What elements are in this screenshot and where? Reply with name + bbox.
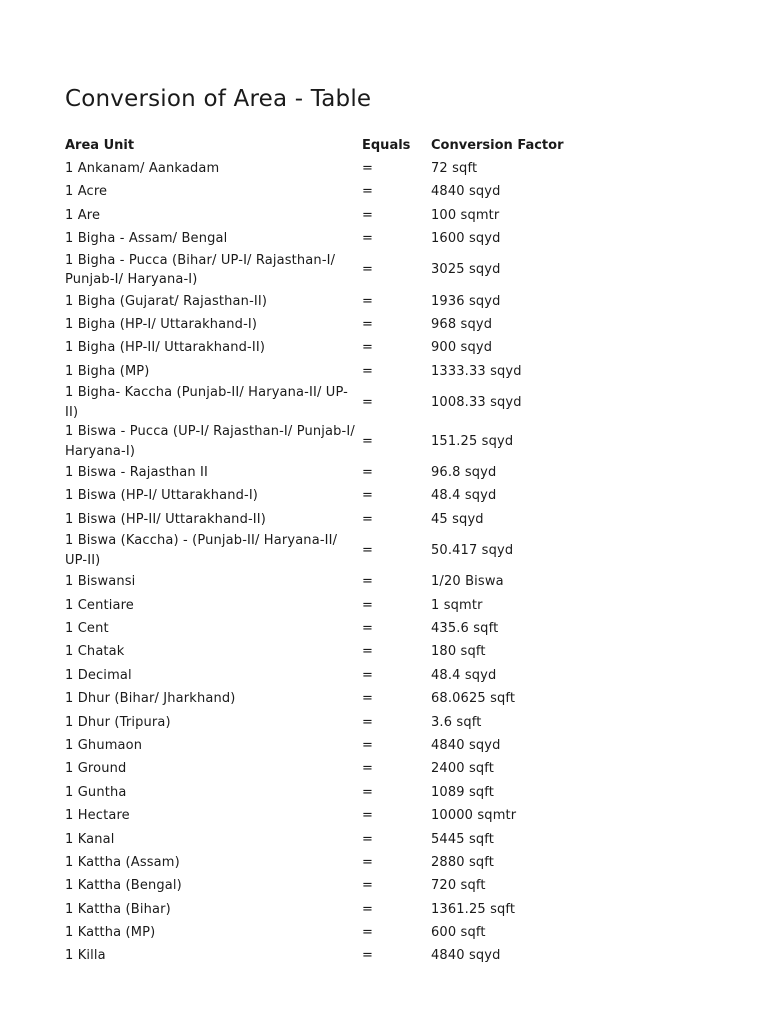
unit-cell: 1 Cent bbox=[65, 621, 109, 637]
unit-cell: 1 Centiare bbox=[65, 597, 134, 613]
unit-cell: 1 Chatak bbox=[65, 644, 125, 660]
table-row bbox=[65, 711, 585, 734]
table-row bbox=[65, 461, 585, 484]
factor-cell: 1 sqmtr bbox=[431, 597, 483, 613]
table-row bbox=[65, 336, 585, 359]
equals-cell: = bbox=[362, 293, 374, 309]
unit-cell: 1 Bigha- Kaccha (Punjab-II/ Haryana-II/ UP-II) bbox=[65, 385, 349, 420]
factor-cell: 968 sqyd bbox=[431, 316, 493, 332]
unit-cell: 1 Hectare bbox=[65, 808, 130, 824]
equals-cell: = bbox=[362, 207, 374, 223]
table-row bbox=[65, 640, 585, 663]
table-row bbox=[65, 383, 585, 422]
factor-cell: 180 sqft bbox=[431, 644, 486, 660]
table-row bbox=[65, 594, 585, 617]
equals-cell: = bbox=[362, 901, 374, 917]
factor-cell: 1008.33 sqyd bbox=[431, 394, 522, 410]
unit-cell: 1 Biswa (HP-II/ Uttarakhand-II) bbox=[65, 511, 267, 527]
unit-cell: 1 Kattha (Bihar) bbox=[65, 901, 171, 917]
column-header-equals: Equals bbox=[362, 137, 411, 153]
table-row bbox=[65, 485, 585, 508]
factor-cell: 720 sqft bbox=[431, 878, 486, 894]
equals-cell: = bbox=[362, 363, 374, 379]
unit-cell: 1 Bigha (MP) bbox=[65, 363, 150, 379]
equals-cell: = bbox=[362, 925, 374, 941]
factor-cell: 600 sqft bbox=[431, 925, 486, 941]
table-row bbox=[65, 874, 585, 897]
equals-cell: = bbox=[362, 231, 374, 247]
table-row bbox=[65, 828, 585, 851]
factor-cell: 4840 sqyd bbox=[431, 184, 501, 200]
factor-cell: 10000 sqmtr bbox=[431, 808, 517, 824]
table-row bbox=[65, 898, 585, 921]
equals-cell: = bbox=[362, 316, 374, 332]
equals-cell: = bbox=[362, 948, 374, 964]
equals-cell: = bbox=[362, 621, 374, 637]
equals-cell: = bbox=[362, 160, 374, 176]
factor-cell: 48.4 sqyd bbox=[431, 488, 497, 504]
unit-cell: 1 Bigha - Pucca (Bihar/ UP-I/ Rajasthan-I/ Punjab-I/ Haryana-I) bbox=[65, 252, 336, 288]
factor-cell: 1333.33 sqyd bbox=[431, 363, 522, 379]
table-row bbox=[65, 313, 585, 336]
table-row bbox=[65, 227, 585, 250]
unit-cell: 1 Ankanam/ Aankadam bbox=[65, 160, 220, 176]
table-row bbox=[65, 945, 585, 968]
table-row bbox=[65, 422, 585, 461]
unit-cell: 1 Bigha - Assam/ Bengal bbox=[65, 231, 228, 247]
unit-cell: 1 Kanal bbox=[65, 831, 115, 847]
equals-cell: = bbox=[362, 184, 374, 200]
equals-cell: = bbox=[362, 808, 374, 824]
unit-cell: 1 Dhur (Tripura) bbox=[65, 714, 171, 730]
factor-cell: 435.6 sqft bbox=[431, 621, 499, 637]
unit-cell: 1 Kattha (Assam) bbox=[65, 854, 180, 870]
table-row bbox=[65, 157, 585, 180]
equals-cell: = bbox=[362, 511, 374, 527]
unit-cell: 1 Are bbox=[65, 207, 101, 223]
table-row bbox=[65, 757, 585, 780]
table-body bbox=[65, 157, 585, 968]
equals-cell: = bbox=[362, 878, 374, 894]
equals-cell: = bbox=[362, 761, 374, 777]
table-row bbox=[65, 781, 585, 804]
conversion-table bbox=[65, 134, 585, 968]
equals-cell: = bbox=[362, 667, 374, 683]
equals-cell: = bbox=[362, 543, 374, 559]
table-row bbox=[65, 290, 585, 313]
equals-cell: = bbox=[362, 854, 374, 870]
unit-cell: 1 Guntha bbox=[65, 784, 127, 800]
table-row bbox=[65, 180, 585, 203]
unit-cell: 1 Biswansi bbox=[65, 574, 136, 590]
column-header-conversion-factor: Conversion Factor bbox=[431, 137, 564, 153]
table-row bbox=[65, 570, 585, 593]
table-row bbox=[65, 687, 585, 710]
factor-cell: 100 sqmtr bbox=[431, 207, 500, 223]
factor-cell: 1/20 Biswa bbox=[431, 574, 504, 590]
table-row bbox=[65, 851, 585, 874]
table-row bbox=[65, 664, 585, 687]
unit-cell: 1 Ground bbox=[65, 761, 127, 777]
equals-cell: = bbox=[362, 488, 374, 504]
page-title: Conversion of Area - Table bbox=[65, 86, 372, 112]
table-row bbox=[65, 360, 585, 383]
factor-cell: 72 sqft bbox=[431, 160, 478, 176]
unit-cell: 1 Bigha (HP-I/ Uttarakhand-I) bbox=[65, 316, 258, 332]
table-row bbox=[65, 531, 585, 570]
equals-cell: = bbox=[362, 644, 374, 660]
table-row bbox=[65, 734, 585, 757]
unit-cell: 1 Decimal bbox=[65, 667, 132, 683]
factor-cell: 45 sqyd bbox=[431, 511, 484, 527]
factor-cell: 50.417 sqyd bbox=[431, 543, 514, 559]
table-header-row bbox=[65, 134, 585, 157]
equals-cell: = bbox=[362, 784, 374, 800]
equals-cell: = bbox=[362, 433, 374, 449]
equals-cell: = bbox=[362, 597, 374, 613]
equals-cell: = bbox=[362, 465, 374, 481]
unit-cell: 1 Acre bbox=[65, 184, 108, 200]
factor-cell: 48.4 sqyd bbox=[431, 667, 497, 683]
factor-cell: 4840 sqyd bbox=[431, 948, 501, 964]
unit-cell: 1 Biswa - Rajasthan II bbox=[65, 465, 208, 481]
equals-cell: = bbox=[362, 340, 374, 356]
table-row bbox=[65, 508, 585, 531]
factor-cell: 3025 sqyd bbox=[431, 262, 501, 278]
unit-cell: 1 Kattha (MP) bbox=[65, 925, 156, 941]
factor-cell: 1600 sqyd bbox=[431, 231, 501, 247]
table-row bbox=[65, 617, 585, 640]
factor-cell: 1361.25 sqft bbox=[431, 901, 516, 917]
table-row bbox=[65, 921, 585, 944]
table-row bbox=[65, 804, 585, 827]
equals-cell: = bbox=[362, 714, 374, 730]
factor-cell: 3.6 sqft bbox=[431, 714, 482, 730]
unit-cell: 1 Kattha (Bengal) bbox=[65, 878, 182, 894]
factor-cell: 5445 sqft bbox=[431, 831, 495, 847]
factor-cell: 1089 sqft bbox=[431, 784, 495, 800]
unit-cell: 1 Bigha (HP-II/ Uttarakhand-II) bbox=[65, 340, 266, 356]
factor-cell: 151.25 sqyd bbox=[431, 433, 514, 449]
table-row bbox=[65, 204, 585, 227]
column-header-area-unit: Area Unit bbox=[65, 137, 135, 153]
document-page bbox=[65, 84, 705, 968]
unit-cell: 1 Dhur (Bihar/ Jharkhand) bbox=[65, 691, 236, 707]
equals-cell: = bbox=[362, 737, 374, 753]
unit-cell: 1 Biswa (HP-I/ Uttarakhand-I) bbox=[65, 488, 259, 504]
unit-cell: 1 Killa bbox=[65, 948, 106, 964]
equals-cell: = bbox=[362, 394, 374, 410]
table-row bbox=[65, 251, 585, 290]
factor-cell: 96.8 sqyd bbox=[431, 465, 497, 481]
unit-cell: 1 Biswa (Kaccha) - (Punjab-II/ Haryana-II/ UP-II) bbox=[65, 533, 338, 568]
unit-cell: 1 Biswa - Pucca (UP-I/ Rajasthan-I/ Punjab-I/ Haryana-I) bbox=[65, 424, 355, 459]
factor-cell: 4840 sqyd bbox=[431, 737, 501, 753]
equals-cell: = bbox=[362, 831, 374, 847]
factor-cell: 1936 sqyd bbox=[431, 293, 501, 309]
factor-cell: 68.0625 sqft bbox=[431, 691, 516, 707]
equals-cell: = bbox=[362, 262, 374, 278]
factor-cell: 2880 sqft bbox=[431, 854, 495, 870]
factor-cell: 900 sqyd bbox=[431, 340, 493, 356]
factor-cell: 2400 sqft bbox=[431, 761, 495, 777]
unit-cell: 1 Bigha (Gujarat/ Rajasthan-II) bbox=[65, 293, 268, 309]
unit-cell: 1 Ghumaon bbox=[65, 737, 143, 753]
equals-cell: = bbox=[362, 574, 374, 590]
equals-cell: = bbox=[362, 691, 374, 707]
